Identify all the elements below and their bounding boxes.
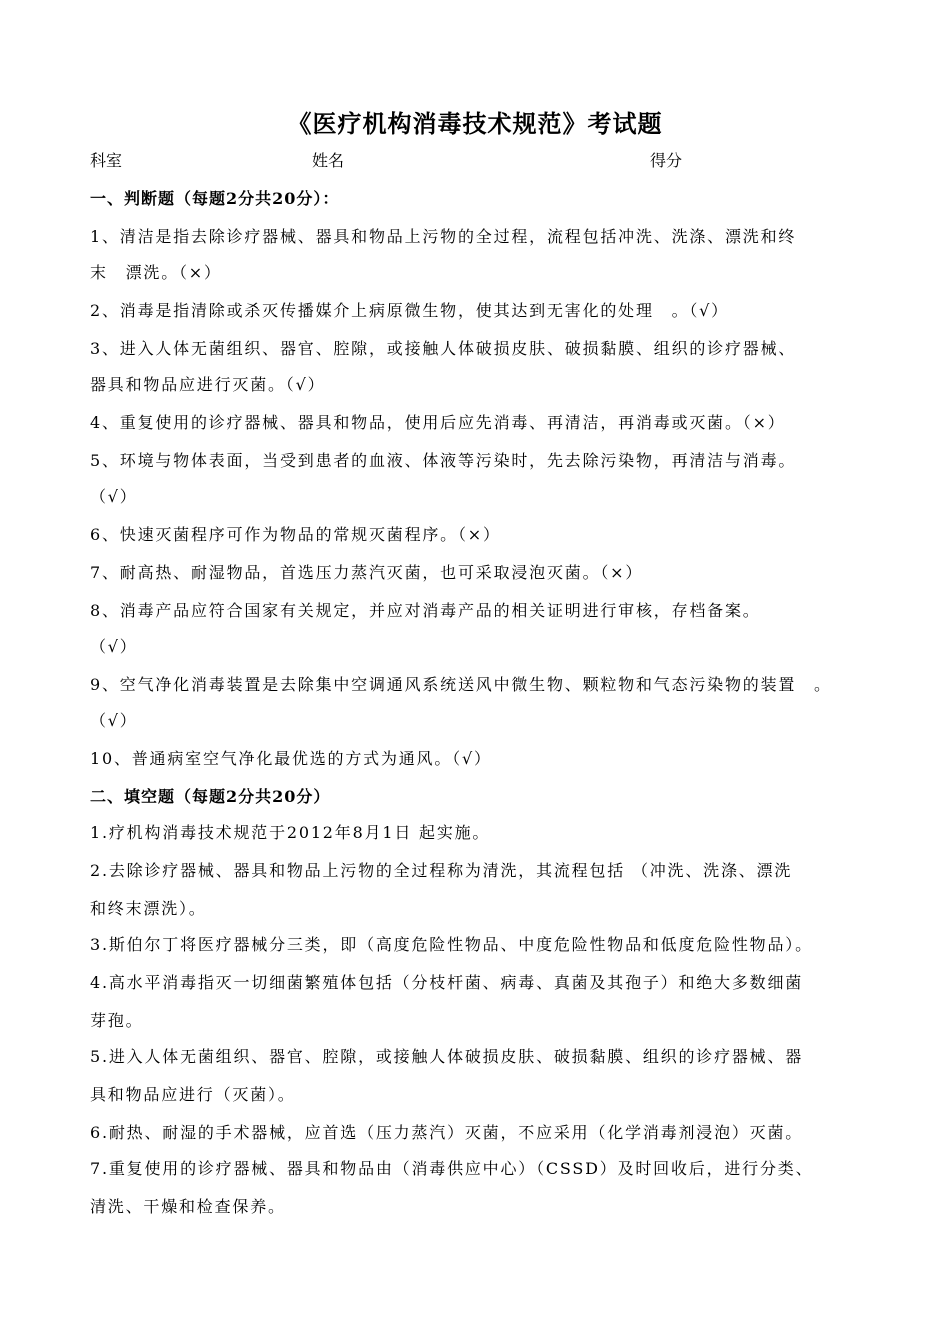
question-line: 器具和物品应进行灭菌。（√）	[90, 375, 326, 394]
question-line: 末 漂洗。（×）	[90, 263, 222, 282]
section-heading-true-false: 一、判断题（每题2分共20分）：	[90, 189, 340, 208]
question-line: 10、普通病室空气净化最优选的方式为通风。（√）	[90, 749, 492, 768]
question-line: 9、空气净化消毒装置是去除集中空调通风系统送风中微生物、颗粒物和气态污染物的装置 。	[90, 675, 832, 694]
question-line: 芽孢。	[90, 1011, 144, 1030]
question-line: 1、清洁是指去除诊疗器械、器具和物品上污物的全过程，流程包括冲洗、洗涤、漂洗和终	[90, 227, 797, 246]
page-title: 《医疗机构消毒技术规范》考试题	[287, 109, 663, 138]
question-line: 2.去除诊疗器械、器具和物品上污物的全过程称为清洗，其流程包括 （冲洗、洗涤、漂洗	[90, 861, 793, 880]
question-line: 6、快速灭菌程序可作为物品的常规灭菌程序。（×）	[90, 525, 501, 544]
question-line: 7.重复使用的诊疗器械、器具和物品由（消毒供应中心）（CSSD）及时回收后，进行分类、	[90, 1159, 814, 1178]
question-line: 5.进入人体无菌组织、器官、腔隙，或接触人体破损皮肤、破损黏膜、组织的诊疗器械、器	[90, 1047, 804, 1066]
question-line: 2、消毒是指清除或杀灭传播媒介上病原微生物，使其达到无害化的处理 。（√）	[90, 301, 729, 320]
question-line: 3.斯伯尔丁将医疗器械分三类，即（高度危险性物品、中度危险性物品和低度危险性物品）。	[90, 935, 813, 954]
question-line: （√）	[90, 711, 138, 730]
question-line: 6.耐热、耐湿的手术器械，应首选（压力蒸汽）灭菌，不应采用（化学消毒剂浸泡）灭菌。	[90, 1123, 804, 1142]
question-line: （√）	[90, 487, 138, 506]
name-label: 姓名	[312, 151, 345, 170]
question-line: 5、环境与物体表面，当受到患者的血液、体液等污染时，先去除污染物，再清洁与消毒。	[90, 451, 797, 470]
question-line: 8、消毒产品应符合国家有关规定，并应对消毒产品的相关证明进行审核，存档备案。	[90, 601, 761, 620]
question-line: 4、重复使用的诊疗器械、器具和物品，使用后应先消毒、再清洁，再消毒或灭菌。（×）	[90, 413, 786, 432]
section-heading-fill-in: 二、填空题（每题2分共20分）	[90, 787, 331, 806]
question-line: 7、耐高热、耐湿物品，首选压力蒸汽灭菌，也可采取浸泡灭菌。（×）	[90, 563, 644, 582]
score-label: 得分	[650, 151, 683, 170]
question-line: 清洗、干燥和检查保养。	[90, 1197, 286, 1216]
exam-meta-row	[90, 146, 870, 176]
question-line: 和终末漂洗）。	[90, 899, 207, 918]
question-line: 具和物品应进行（灭菌）。	[90, 1085, 296, 1104]
question-line: 1.疗机构消毒技术规范于2012年8月1日 起实施。	[90, 823, 491, 842]
question-line: （√）	[90, 637, 138, 656]
question-line: 4.高水平消毒指灭一切细菌繁殖体包括（分枝杆菌、病毒、真菌及其孢子）和绝大多数细菌	[90, 973, 804, 992]
dept-label: 科室	[90, 151, 123, 170]
question-line: 3、进入人体无菌组织、器官、腔隙，或接触人体破损皮肤、破损黏膜、组织的诊疗器械、	[90, 339, 797, 358]
